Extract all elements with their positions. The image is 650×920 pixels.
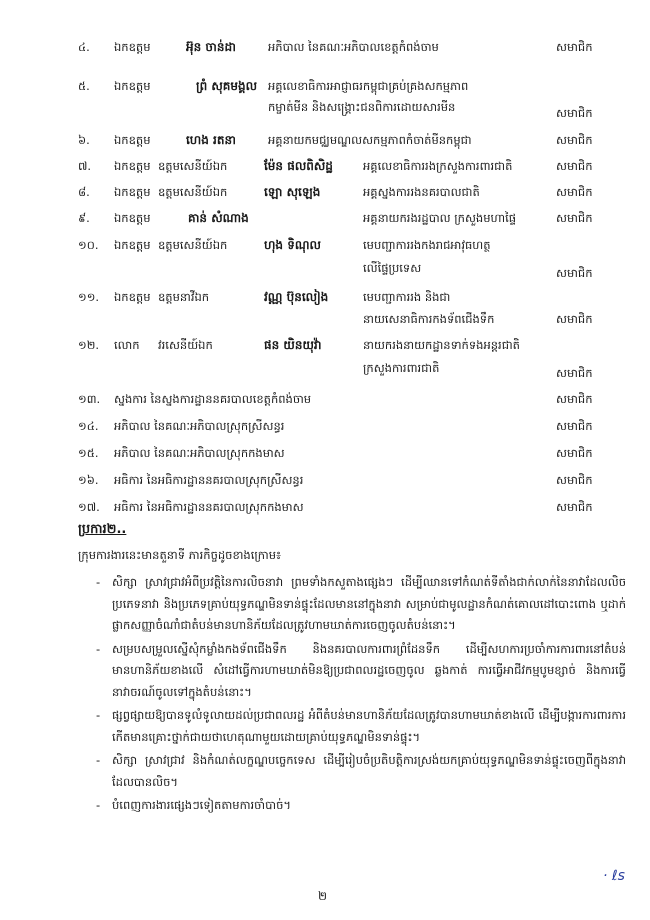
member-role-line2: ក្រសួងការពារជាតិ [363,361,440,375]
member-status: សមាជិក [556,500,593,514]
member-status: សមាជិក [556,473,593,487]
member-role: អគ្គស្នងការរងនគរបាលជាតិ [363,185,480,199]
member-role: ស្នងការ នៃស្នងការដ្ឋាននគរបាលខេត្តកំពង់ចាម [114,392,312,406]
handwritten-initial: · ℓs [603,868,625,884]
member-role: អគ្គនាយករងរដ្ឋបាល ក្រសួងមហាផ្ទៃ [363,211,517,225]
page-number: ២ [318,889,328,903]
duty-text: បំពេញការងារផ្សេងៗទៀតតាមការចាំបាច់។ [112,798,291,812]
honorific: ឯកឧត្តម [114,185,151,199]
item-number: ១៤. [78,419,99,433]
item-number: ១៣. [78,392,101,406]
member-name: វណ្ណ ប៊ុនលៀង [264,290,329,304]
item-number: ១៥. [78,446,99,460]
list-item [96,795,626,817]
item-number: ១៧. [78,500,100,514]
rank: ឧត្តមសេនីយ៍ឯក [158,238,228,252]
item-number: ៤. [78,40,90,54]
duty-list [96,572,626,819]
honorific: ឯកឧត្តម [114,290,151,304]
member-role: អគ្គនាយកមជ្ឈមណ្ឌលសកម្មភាពកំចាត់មីនកម្ពុជា [268,133,472,147]
article-intro: ក្រុមការងារនេះមានតួនាទី ភារកិច្ចដូចខាងក្រោម៖ [78,548,282,562]
member-role: អភិបាល នៃគណៈអភិបាលខេត្តកំពង់ចាម [268,40,439,54]
honorific: ឯកឧត្តម [114,40,151,54]
member-role: មេបញ្ជាការរង និងជា [363,290,451,304]
member-name: ហេង រតនា [186,133,236,147]
item-number: ១២. [78,338,100,352]
member-role-line2: នាយសេនាធិការកងទ័ពជើងទឹក [363,312,495,326]
rank: វរសេនីយ៍ឯក [158,338,213,352]
list-item [96,750,626,793]
item-number: ៧. [78,159,92,173]
duty-text: សម្របសម្រួលស្នើសុំកម្លាំងកងទ័ពជើងទឹក និងនគរបាលការពារព្រំដែនទឹក ដើម្បីសហការប្រចាំការការពារនៅតំបន់មានហានិភ័យខាងលើ សំដៅធ្វើការហាមឃាត់មិនឱ្យប្រជាពលរដ្ឋចេញចូល ឆ្លងកាត់ ការធ្វើអាជីវកម្មបូមខ្សាច់ និងការធ្វើនាវាចរណ៍ចូលទៅក្នុងតំបន់នោះ។ [112,641,626,699]
rank: ឧត្តមសេនីយ៍ឯក [158,185,228,199]
duty-text: ផ្សព្វផ្សាយឱ្យបានទូលំទូលាយដល់ប្រជាពលរដ្ឋ អំពីតំបន់មានហានិភ័យដែលត្រូវបានហាមឃាត់ខាងលើ ដើម្បីបង្ការការពារការកើតមានគ្រោះថ្នាក់ជាយថាហេតុណាមួយដោយគ្រាប់យុទ្ធភណ្ឌមិនទាន់ផ្ទុះ។ [112,708,626,744]
item-number: ៩. [78,211,90,225]
honorific: ឯកឧត្តម [114,79,151,93]
member-name: ម៉ែន ផលពិសិដ្ឋ [264,159,333,173]
item-number: ១៦. [78,473,99,487]
bullet: - [96,575,101,589]
item-number: ១០. [78,238,99,252]
article-title [78,521,126,540]
member-role: អធិការ នៃអធិការដ្ឋាននគរបាលស្រុកស្រីសន្ធរ [114,473,304,487]
member-role: អគ្គលេខាធិការរងក្រសួងការពារជាតិ [363,159,513,173]
list-item [96,572,626,637]
member-name: ផន យិនយុវ៉ា [264,338,322,352]
article-title-text: ប្រការ២ [78,522,117,537]
article-title-suffix: .. [116,522,127,537]
member-status: សមាជិក [556,392,593,406]
honorific: ឯកឧត្តម [114,133,151,147]
member-status: សមាជិក [556,133,593,147]
rank: ឧត្តមនាវីឯក [158,290,210,304]
member-status: សមាជិក [556,185,593,199]
duty-text: សិក្សា ស្រាវជ្រាវ និងកំណត់លក្ខណ្ឌបច្ចេកទេស ដើម្បីរៀបចំប្រតិបត្តិការស្រង់យកគ្រាប់យុទ្ធភណ្ឌមិនទាន់ផ្ទុះចេញពីក្នុងនាវាដែលបានលិច។ [112,753,626,789]
bullet: - [96,641,101,656]
member-name: ឡោ សុឡេង [264,185,321,199]
member-role: នាយករងនាយកដ្ឋានទាក់ទងអន្តរជាតិ [363,338,520,352]
member-role: អភិបាល នៃគណៈអភិបាលស្រុកស្រីសន្ធរ [114,419,285,433]
rank: ឧត្តមសេនីយ៍ឯក [158,159,228,173]
member-status: សមាជិក [556,446,593,460]
duty-text: សិក្សា ស្រាវជ្រាវអំពីប្រវត្តិនៃការលិចនាវា ព្រមទាំងកសួតាងផ្សេងៗ ដើម្បីឈានទៅកំណត់ទីតាំងជាក់លាក់នៃនាវាដែលលិច ប្រភេទនាវា និងប្រភេទគ្រាប់យុទ្ធភណ្ឌមិនទាន់ផ្ទុះដែលមាននៅក្នុងនាវា សម្រាប់ជាមូលដ្ឋានកំណត់គោលដៅបោះពោង ឬដាក់ផ្លាកសញ្ញាចំណាំជាតំបន់មានហានិភ័យដែលត្រូវហាមឃាត់ការចេញចូលតំបន់នោះ។ [112,575,626,632]
member-status: សមាជិក [556,40,593,54]
member-name: ព្រំ សុគមង្គល [196,79,258,93]
member-name: គាន់ សំណាង [188,211,249,225]
item-number: ៨. [78,185,90,199]
list-item [96,639,626,704]
member-status: សមាជិក [556,312,593,326]
member-status: សមាជិក [556,106,593,120]
bullet: - [96,708,101,722]
member-status: សមាជិក [556,419,593,433]
member-status: សមាជិក [556,211,593,225]
honorific: លោក [114,338,140,352]
bullet: - [96,798,101,812]
honorific: ឯកឧត្តម [114,238,151,252]
member-role: អធិការ នៃអធិការដ្ឋាននគរបាលស្រុកកងមាស [114,500,304,514]
member-role-line2: លើផ្ទៃប្រទេស [363,261,422,275]
item-number: ១១. [78,290,100,304]
list-item [96,705,626,748]
member-role: មេបញ្ជាការរងកងរាជអាវុធហត្ថ [363,238,491,252]
member-name: អ៊ុន ចាន់ដា [186,40,236,54]
honorific: ឯកឧត្តម [114,211,151,225]
bullet: - [96,753,101,767]
member-name: ហុង ទិណុល [264,238,321,252]
member-role: អគ្គលេខាធិការអាជ្ញាធរកម្ពុជាគ្រប់គ្រងសកម្មភាព [268,79,469,93]
honorific: ឯកឧត្តម [114,159,151,173]
item-number: ៥. [78,79,90,93]
member-role: អភិបាល នៃគណៈអភិបាលស្រុកកងមាស [114,446,285,460]
item-number: ៦. [78,133,90,147]
member-status: សមាជិក [556,366,593,380]
member-status: សមាជិក [556,266,593,280]
member-status: សមាជិក [556,159,593,173]
member-role-line2: កម្ចាត់មីន និងសង្គ្រោះជនពិការដោយសារមីន [268,100,456,114]
